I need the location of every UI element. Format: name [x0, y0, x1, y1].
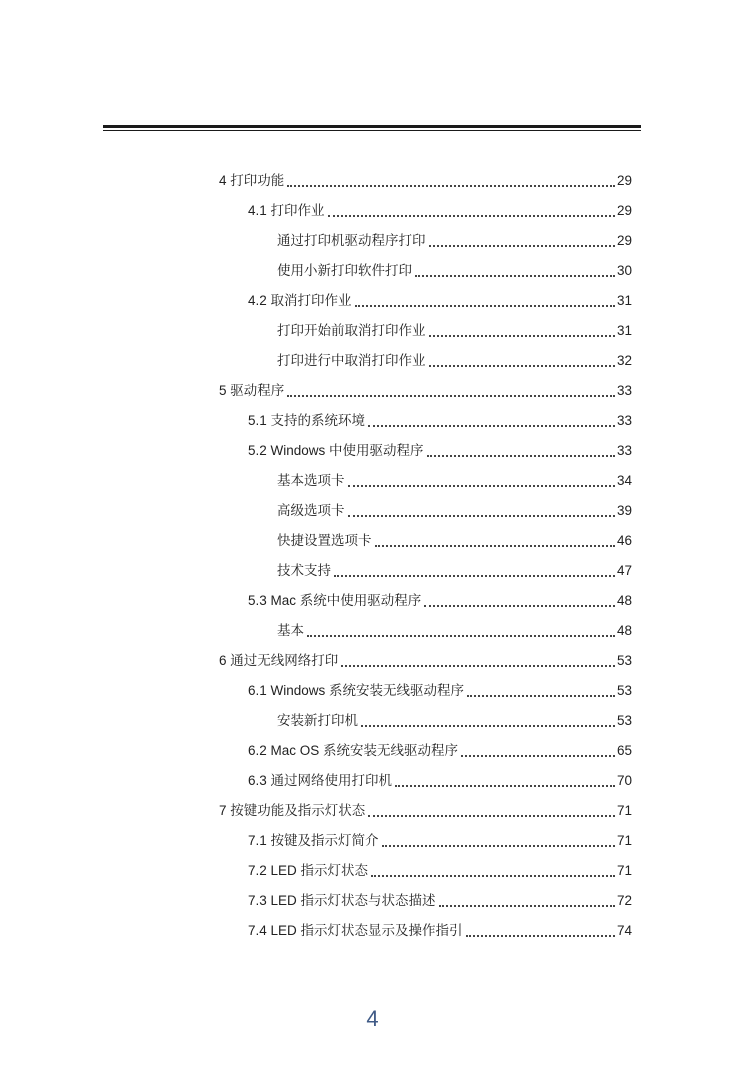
toc-entry-label: 高级选项卡 — [277, 503, 345, 518]
toc-entry-page: 31 — [616, 323, 632, 338]
toc-entry-page: 71 — [616, 803, 632, 818]
toc-entry-label: 基本选项卡 — [277, 473, 345, 488]
toc-entry-label: 4.2 取消打印作业 — [248, 293, 352, 308]
toc-entry-page: 33 — [616, 443, 632, 458]
toc-entry[interactable] — [219, 376, 632, 406]
toc-dot-leader — [395, 785, 615, 787]
toc-dot-leader — [467, 695, 615, 697]
toc-dot-leader — [355, 305, 615, 307]
toc-entry[interactable] — [277, 466, 632, 496]
toc-entry-page: 53 — [616, 713, 632, 728]
toc-entry-page: 29 — [616, 233, 632, 248]
toc-entry-page: 32 — [616, 353, 632, 368]
toc-entry-page: 71 — [616, 833, 632, 848]
toc-entry[interactable] — [248, 826, 632, 856]
toc-entry-page: 71 — [616, 863, 632, 878]
toc-entry[interactable] — [248, 436, 632, 466]
toc-entry-page: 47 — [616, 563, 632, 578]
toc-dot-leader — [307, 635, 615, 637]
toc-entry[interactable] — [248, 916, 632, 946]
toc-entry-page: 29 — [616, 173, 632, 188]
toc-entry-label: 基本 — [277, 623, 304, 638]
toc-entry-label: 安装新打印机 — [277, 713, 358, 728]
toc-dot-leader — [328, 215, 615, 217]
toc-dot-leader — [429, 335, 615, 337]
toc-dot-leader — [368, 425, 615, 427]
toc-entry-page: 46 — [616, 533, 632, 548]
toc-entry-label: 5.2 Windows 中使用驱动程序 — [248, 443, 424, 458]
toc-dot-leader — [382, 845, 615, 847]
toc-entry-label: 7.1 按键及指示灯简介 — [248, 833, 379, 848]
toc-entry[interactable] — [277, 526, 632, 556]
toc-entry-page: 33 — [616, 383, 632, 398]
toc-entry-page: 53 — [616, 653, 632, 668]
toc-entry[interactable] — [277, 226, 632, 256]
toc-entry-label: 7.3 LED 指示灯状态与状态描述 — [248, 893, 436, 908]
toc-entry-label: 快捷设置选项卡 — [277, 533, 372, 548]
toc-dot-leader — [375, 545, 615, 547]
toc-entry[interactable] — [277, 316, 632, 346]
toc-entry[interactable] — [277, 496, 632, 526]
toc-entry[interactable] — [277, 616, 632, 646]
toc-entry-label: 7.4 LED 指示灯状态显示及操作指引 — [248, 923, 463, 938]
toc-entry-page: 48 — [616, 623, 632, 638]
toc-entry[interactable] — [277, 706, 632, 736]
toc-dot-leader — [341, 665, 615, 667]
toc-entry-label: 6.2 Mac OS 系统安装无线驱动程序 — [248, 743, 459, 758]
header-rule-thin — [103, 130, 641, 131]
toc-entry-label: 打印进行中取消打印作业 — [277, 353, 426, 368]
toc-dot-leader — [427, 455, 615, 457]
toc-entry-page: 70 — [616, 773, 632, 788]
toc-entry[interactable] — [248, 856, 632, 886]
toc-dot-leader — [334, 575, 615, 577]
toc-dot-leader — [368, 815, 615, 817]
toc-entry[interactable] — [248, 196, 632, 226]
toc-entry-label: 技术支持 — [277, 563, 331, 578]
toc-dot-leader — [415, 275, 615, 277]
toc-entry[interactable] — [219, 796, 632, 826]
toc-dot-leader — [348, 485, 615, 487]
toc-entry-label: 打印开始前取消打印作业 — [277, 323, 426, 338]
toc-entry-label: 4 打印功能 — [219, 173, 285, 188]
toc-entry-page: 53 — [616, 683, 632, 698]
toc-entry[interactable] — [248, 766, 632, 796]
toc-entry-label: 使用小新打印软件打印 — [277, 263, 412, 278]
toc-entry[interactable] — [248, 736, 632, 766]
toc-entry[interactable] — [277, 556, 632, 586]
toc-dot-leader — [461, 755, 615, 757]
toc-entry-label: 6.1 Windows 系统安装无线驱动程序 — [248, 683, 465, 698]
toc-entry[interactable] — [277, 346, 632, 376]
toc-entry-page: 39 — [616, 503, 632, 518]
toc-entry-page: 65 — [616, 743, 632, 758]
toc-entry[interactable] — [248, 886, 632, 916]
toc-entry-page: 30 — [616, 263, 632, 278]
toc-dot-leader — [439, 905, 615, 907]
toc-entry-label: 5 驱动程序 — [219, 383, 285, 398]
toc-entry-page: 48 — [616, 593, 632, 608]
toc-dot-leader — [429, 245, 615, 247]
toc-entry[interactable] — [219, 166, 632, 196]
toc-dot-leader — [348, 515, 615, 517]
toc-entry[interactable] — [219, 646, 632, 676]
toc-entry[interactable] — [248, 406, 632, 436]
header-rule-thick — [103, 125, 641, 128]
toc-entry-page: 33 — [616, 413, 632, 428]
toc-dot-leader — [429, 365, 615, 367]
toc-entry[interactable] — [248, 676, 632, 706]
toc-entry-label: 5.1 支持的系统环境 — [248, 413, 366, 428]
toc-entry-label: 6.3 通过网络使用打印机 — [248, 773, 393, 788]
toc-entry-label: 4.1 打印作业 — [248, 203, 325, 218]
toc-entry-page: 72 — [616, 893, 632, 908]
toc-dot-leader — [287, 185, 615, 187]
toc-entry-page: 74 — [616, 923, 632, 938]
toc-entry-label: 6 通过无线网络打印 — [219, 653, 339, 668]
toc-entry-page: 29 — [616, 203, 632, 218]
toc-entry[interactable] — [277, 256, 632, 286]
toc-entry-label: 5.3 Mac 系统中使用驱动程序 — [248, 593, 422, 608]
page-number: 4 — [366, 1006, 379, 1031]
toc-dot-leader — [287, 395, 615, 397]
toc-dot-leader — [361, 725, 615, 727]
toc-entry-label: 7 按键功能及指示灯状态 — [219, 803, 366, 818]
toc-entry-label: 7.2 LED 指示灯状态 — [248, 863, 369, 878]
toc-dot-leader — [466, 935, 615, 937]
toc-entry[interactable] — [248, 586, 632, 616]
toc-entry-page: 34 — [616, 473, 632, 488]
toc-entry-page: 31 — [616, 293, 632, 308]
toc-entry[interactable] — [248, 286, 632, 316]
toc-dot-leader — [424, 605, 615, 607]
toc-dot-leader — [371, 875, 615, 877]
toc-entry-label: 通过打印机驱动程序打印 — [277, 233, 426, 248]
